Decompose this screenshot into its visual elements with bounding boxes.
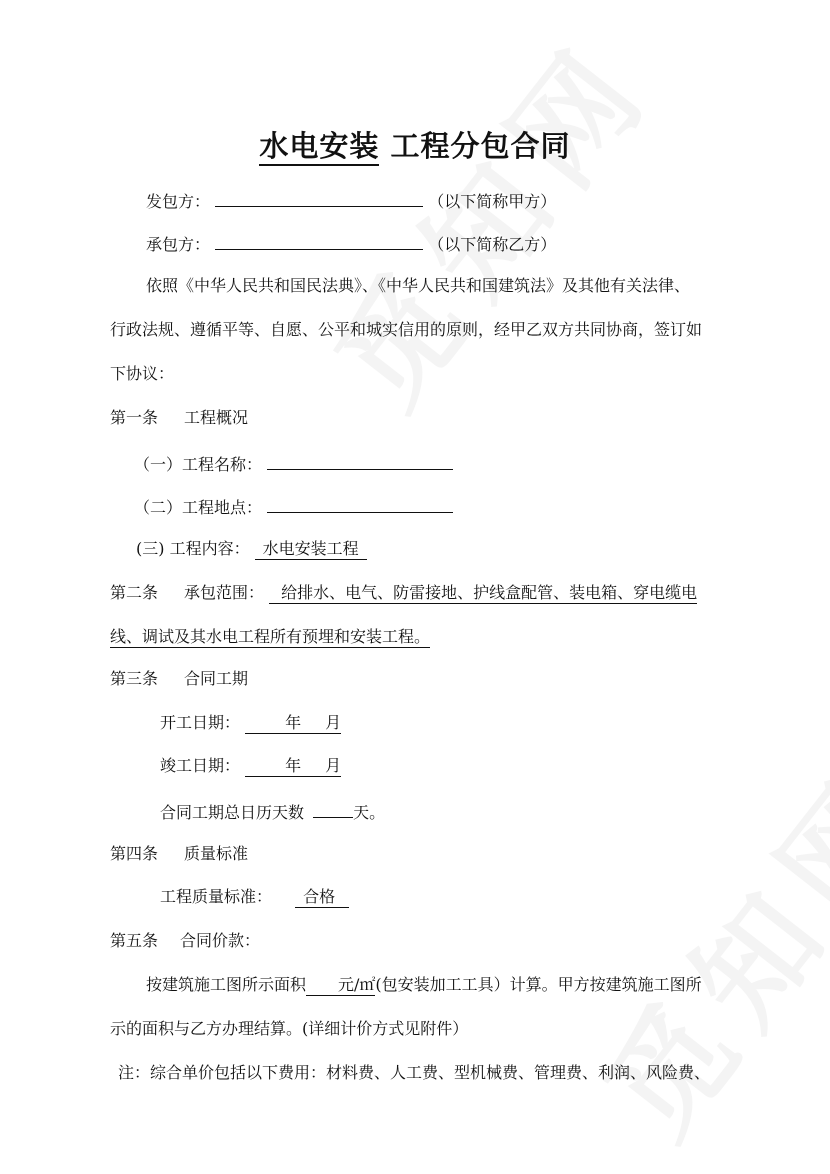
- total-days-label: 合同工期总日历天数: [160, 803, 305, 822]
- end-date-line: [160, 755, 341, 777]
- price-text-a: 按建筑施工图所示面积: [146, 975, 307, 994]
- price-line-2: 示的面积与乙方办理结算。(详细计价方式见附件）: [110, 1019, 469, 1038]
- article-4-number: 第四条: [110, 844, 159, 863]
- price-line-1: [146, 974, 702, 996]
- article-5-title: 合同价款：: [180, 931, 261, 950]
- price-note: 注：综合单价包括以下费用：材料费、人工费、型机械费、管理费、利润、风险费、: [118, 1063, 711, 1082]
- article-4-title: 质量标准: [184, 844, 249, 863]
- title-part2: 工程分包合同: [390, 129, 571, 163]
- article-3-title: 合同工期: [184, 669, 249, 688]
- scope-line-1: 给排水、电气、防雷接地、护线盒配管、装电箱、穿电缆电: [269, 583, 697, 604]
- party-b-line: [146, 231, 556, 256]
- article-4-heading: [110, 843, 248, 865]
- article-1-title: 工程概况: [184, 408, 249, 427]
- title-part1: 水电安装: [259, 129, 379, 166]
- party-a-blank: [215, 188, 423, 207]
- total-days-line: [160, 799, 385, 824]
- start-year: 年: [285, 713, 302, 732]
- quality-label: 工程质量标准：: [160, 887, 273, 906]
- preamble-line-2: 行政法规、遵循平等、自愿、公平和城实信用的原则，经甲乙双方共同协商，签订如: [110, 320, 703, 339]
- project-content-label: (三) 工程内容：: [136, 539, 250, 558]
- end-year: 年: [285, 756, 302, 775]
- article-1-number: 第一条: [110, 408, 159, 427]
- article-2-number: 第二条: [110, 583, 159, 602]
- party-b-label: 承包方：: [146, 235, 211, 254]
- total-days-blank: [313, 799, 353, 818]
- scope-line-2: 线、调试及其水电工程所有预埋和安装工程。: [110, 627, 431, 646]
- preamble-line-1: 依照《中华人民共和国民法典》、《中华人民共和国建筑法》及其他有关法律、: [146, 276, 691, 295]
- project-place-label: （二）工程地点：: [134, 498, 263, 517]
- price-text-b: (包安装加工工具）计算。甲方按建筑施工图所: [375, 975, 702, 994]
- project-place-blank: [267, 494, 453, 513]
- price-unit: 元/㎡: [306, 975, 375, 996]
- end-date-label: 竣工日期：: [160, 756, 241, 775]
- project-content-line: [136, 538, 367, 560]
- article-1-heading: [110, 407, 248, 429]
- article-5-heading: [110, 930, 260, 952]
- party-a-label: 发包方：: [146, 192, 211, 211]
- quality-value: 合格: [295, 887, 349, 908]
- end-date-blank: [245, 756, 341, 777]
- quality-line: [160, 886, 349, 908]
- article-5-number: 第五条: [110, 931, 159, 950]
- article-2-label: 承包范围：: [184, 583, 265, 602]
- project-name-line: [134, 451, 453, 476]
- watermark-bottom: [560, 729, 830, 1166]
- total-days-unit: 天。: [353, 803, 386, 822]
- party-b-suffix: （以下简称乙方）: [428, 235, 557, 254]
- end-month: 月: [325, 756, 342, 775]
- article-2-line-2: [110, 626, 430, 648]
- start-date-label: 开工日期：: [160, 713, 241, 732]
- party-a-suffix: （以下简称甲方）: [428, 192, 557, 211]
- project-place-line: [134, 494, 453, 519]
- start-month: 月: [325, 713, 342, 732]
- start-date-blank: [245, 713, 341, 734]
- preamble-line-3: 下协议：: [110, 364, 175, 383]
- project-name-blank: [267, 451, 453, 470]
- party-b-blank: [215, 231, 423, 250]
- project-name-label: （一）工程名称：: [134, 455, 263, 474]
- article-3-number: 第三条: [110, 669, 159, 688]
- document-title: [0, 126, 830, 166]
- start-date-line: [160, 712, 341, 734]
- watermark: [290, 0, 684, 436]
- party-a-line: [146, 188, 556, 213]
- article-2-line-1: [110, 582, 697, 604]
- project-content-value: 水电安装工程: [255, 539, 367, 560]
- article-3-heading: [110, 668, 248, 690]
